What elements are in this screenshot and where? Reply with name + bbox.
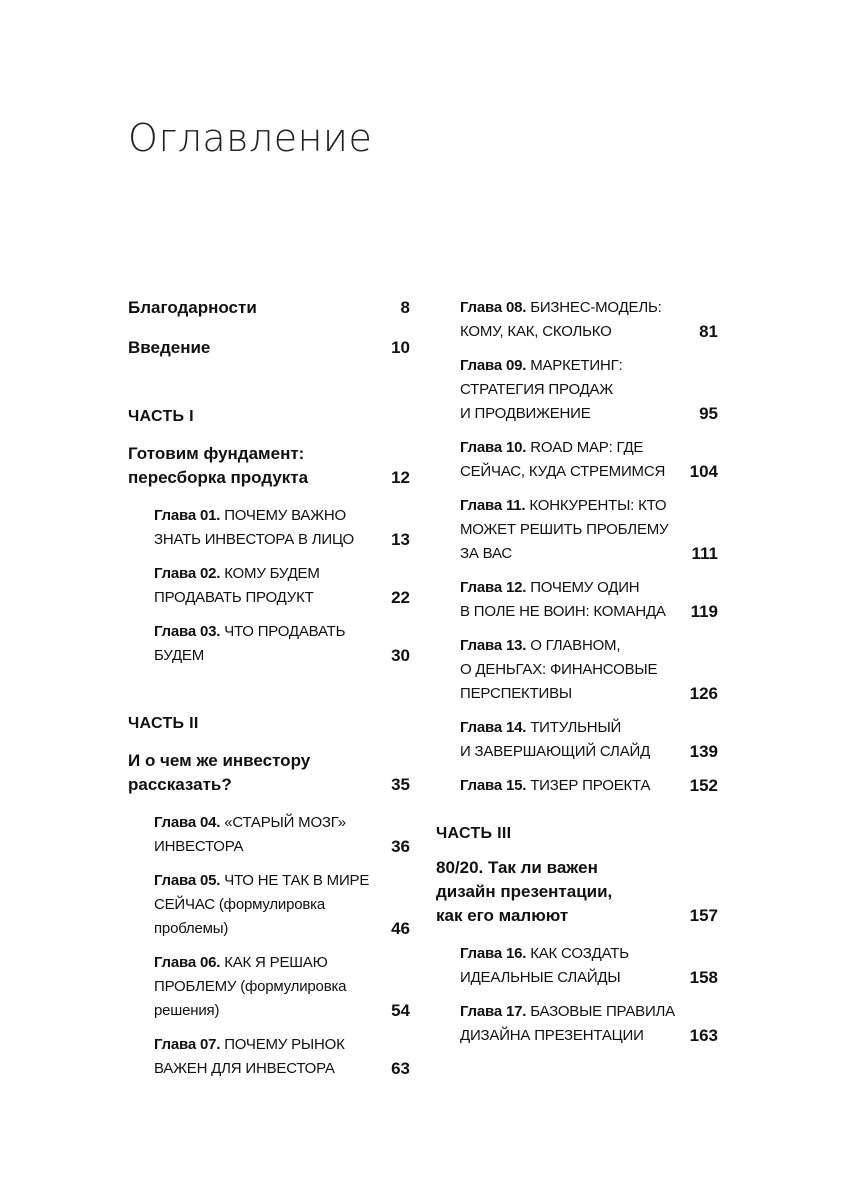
toc-page-number: 13 <box>391 530 410 549</box>
toc-left-column <box>128 296 410 1081</box>
toc-page-number: 46 <box>391 919 410 938</box>
toc-page-number: 10 <box>391 338 410 357</box>
part-label: ЧАСТЬ II <box>128 715 199 732</box>
part-title-entry[interactable] <box>436 856 718 928</box>
chapter-title: ТИЗЕР ПРОЕКТА <box>530 777 651 794</box>
chapter-title: БАЗОВЫЕ ПРАВИЛА ДИЗАЙНА ПРЕЗЕНТАЦИИ <box>460 1003 675 1044</box>
toc-chapter-04[interactable] <box>128 811 410 859</box>
chapter-title: КОМУ БУДЕМ ПРОДАВАТЬ ПРОДУКТ <box>154 565 320 606</box>
toc-right-column <box>436 296 718 1048</box>
chapter-title: БИЗНЕС-МОДЕЛЬ: КОМУ, КАК, СКОЛЬКО <box>460 299 662 340</box>
toc-chapter-09[interactable] <box>436 354 718 426</box>
part-title-entry[interactable] <box>128 749 410 797</box>
toc-entry-introduction[interactable] <box>128 336 410 360</box>
toc-page-number: 12 <box>391 468 410 487</box>
chapter-number: Глава 14. <box>460 719 527 736</box>
toc-chapter-01[interactable] <box>128 504 410 552</box>
chapter-number: Глава 03. <box>154 623 221 640</box>
chapter-number: Глава 08. <box>460 299 527 316</box>
chapter-title: ЧТО НЕ ТАК В МИРЕ СЕЙЧАС (формулировка проблемы) <box>154 872 370 937</box>
toc-page-number: 119 <box>690 602 718 621</box>
toc-entry-title: Введение <box>128 338 211 357</box>
chapter-number: Глава 02. <box>154 565 221 582</box>
chapter-number: Глава 11. <box>460 497 526 514</box>
chapter-title: КАК Я РЕШАЮ ПРОБЛЕМУ (формулировка решения) <box>154 954 347 1019</box>
toc-chapter-16[interactable] <box>436 942 718 990</box>
chapter-title: ЧТО ПРОДАВАТЬ БУДЕМ <box>154 623 346 664</box>
chapter-number: Глава 01. <box>154 507 221 524</box>
toc-chapter-17[interactable] <box>436 1000 718 1048</box>
toc-page-number: 30 <box>391 646 410 665</box>
toc-page-number: 8 <box>400 298 410 317</box>
toc-chapter-05[interactable] <box>128 869 410 941</box>
toc-page-number: 54 <box>391 1001 410 1020</box>
toc-page-number: 152 <box>689 776 718 795</box>
chapter-title: ROAD MAP: ГДЕ СЕЙЧАС, КУДА СТРЕМИМСЯ <box>460 439 666 480</box>
toc-chapter-15[interactable] <box>436 774 718 798</box>
toc-page-number: 157 <box>689 906 718 925</box>
part-title-entry[interactable] <box>128 442 410 490</box>
chapter-title: КОНКУРЕНТЫ: КТО МОЖЕТ РЕШИТЬ ПРОБЛЕМУ ЗА ВАС <box>460 497 669 562</box>
toc-page-number: 81 <box>699 322 718 341</box>
chapter-title: ТИТУЛЬНЫЙ И ЗАВЕРШАЮЩИЙ СЛАЙД <box>460 719 651 760</box>
toc-chapter-12[interactable] <box>436 576 718 624</box>
toc-chapter-03[interactable] <box>128 620 410 668</box>
toc-entry-acknowledgements[interactable] <box>128 296 410 320</box>
page-title: Оглавление <box>128 116 373 160</box>
chapter-number: Глава 13. <box>460 637 527 654</box>
toc-page-number: 35 <box>391 775 410 794</box>
toc-page-number: 36 <box>391 837 410 856</box>
toc-chapter-06[interactable] <box>128 951 410 1023</box>
part-title: И о чем же инвестору рассказать? <box>128 751 311 794</box>
toc-page-number: 126 <box>689 684 718 703</box>
toc-page-number: 95 <box>699 404 718 423</box>
toc-chapter-13[interactable] <box>436 634 718 706</box>
chapter-number: Глава 07. <box>154 1036 221 1053</box>
chapter-number: Глава 05. <box>154 872 221 889</box>
chapter-title: ПОЧЕМУ ВАЖНО ЗНАТЬ ИНВЕСТОРА В ЛИЦО <box>154 507 355 548</box>
toc-chapter-02[interactable] <box>128 562 410 610</box>
toc-chapter-08[interactable] <box>436 296 718 344</box>
chapter-number: Глава 06. <box>154 954 221 971</box>
chapter-title: ПОЧЕМУ РЫНОК ВАЖЕН ДЛЯ ИНВЕСТОРА <box>154 1036 345 1077</box>
chapter-title: О ГЛАВНОМ, О ДЕНЬГАХ: ФИНАНСОВЫЕ ПЕРСПЕКТИВЫ <box>460 637 658 702</box>
part-title: Готовим фундамент: пересборка продукта <box>128 444 309 487</box>
part-title: 80/20. Так ли важен дизайн презентации, как его малюют <box>436 858 613 925</box>
toc-page-number: 139 <box>689 742 718 761</box>
chapter-number: Глава 10. <box>460 439 527 456</box>
chapter-number: Глава 04. <box>154 814 221 831</box>
toc-chapter-10[interactable] <box>436 436 718 484</box>
part-label: ЧАСТЬ III <box>436 825 512 842</box>
chapter-number: Глава 15. <box>460 777 527 794</box>
chapter-number: Глава 09. <box>460 357 527 374</box>
chapter-number: Глава 16. <box>460 945 527 962</box>
toc-page-number: 63 <box>391 1059 410 1078</box>
toc-entry-title: Благодарности <box>128 298 257 317</box>
toc-chapter-07[interactable] <box>128 1033 410 1081</box>
toc-page-number: 104 <box>689 462 718 481</box>
chapter-title: МАРКЕТИНГ: СТРАТЕГИЯ ПРОДАЖ И ПРОДВИЖЕНИЕ <box>460 357 623 422</box>
chapter-title: «СТАРЫЙ МОЗГ» ИНВЕСТОРА <box>154 814 346 855</box>
toc-chapter-14[interactable] <box>436 716 718 764</box>
toc-page-number: 158 <box>689 968 718 987</box>
toc-page-number: 22 <box>391 588 410 607</box>
part-label: ЧАСТЬ I <box>128 408 194 425</box>
toc-page-number: 163 <box>689 1026 718 1045</box>
chapter-title: КАК СОЗДАТЬ ИДЕАЛЬНЫЕ СЛАЙДЫ <box>460 945 629 986</box>
chapter-title: ПОЧЕМУ ОДИН В ПОЛЕ НЕ ВОИН: КОМАНДА <box>460 579 666 620</box>
toc-chapter-11[interactable] <box>436 494 718 566</box>
chapter-number: Глава 17. <box>460 1003 527 1020</box>
toc-page-number: 111 <box>691 544 718 563</box>
chapter-number: Глава 12. <box>460 579 527 596</box>
